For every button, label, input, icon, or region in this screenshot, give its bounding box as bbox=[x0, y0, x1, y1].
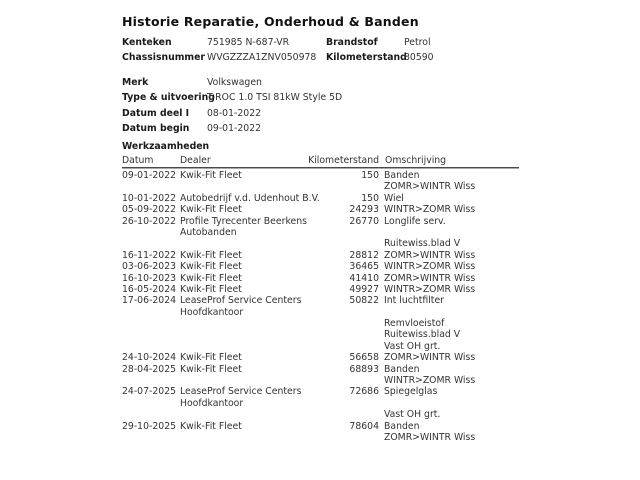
cell-omschrijving: Int luchtfilter bbox=[384, 295, 444, 307]
cell-kilometerstand: 150 bbox=[361, 192, 379, 204]
cell-dealer: Kwik-Fit Fleet bbox=[180, 363, 242, 375]
cell-kilometerstand: 56658 bbox=[349, 352, 379, 364]
cell-kilometerstand: 49927 bbox=[349, 283, 379, 295]
info-value: Petrol bbox=[404, 37, 431, 48]
table-row bbox=[122, 238, 519, 249]
info-label: Datum deel I bbox=[122, 108, 190, 119]
cell-dealer: Autobedrijf v.d. Udenhout B.V. bbox=[180, 192, 320, 204]
cell-omschrijving: ZOMR>WINTR Wiss bbox=[384, 181, 476, 193]
cell-omschrijving bbox=[379, 307, 519, 318]
cell-datum bbox=[122, 318, 180, 329]
table-row bbox=[122, 318, 519, 329]
info-label: Datum begin bbox=[122, 122, 190, 134]
info-label: Chassisnummer bbox=[122, 51, 206, 63]
cell-dealer: Kwik-Fit Fleet bbox=[180, 352, 242, 364]
table-row bbox=[122, 261, 519, 272]
cell-datum bbox=[122, 238, 180, 249]
cell-kilometerstand: 150 bbox=[361, 170, 379, 181]
cell-kilometerstand bbox=[307, 307, 379, 318]
cell-omschrijving bbox=[379, 227, 519, 238]
cell-omschrijving: WINTR>ZOMR Wiss bbox=[384, 283, 476, 295]
cell-omschrijving: WINTR>ZOMR Wiss bbox=[384, 375, 476, 387]
cell-dealer: Hoofdkantoor bbox=[180, 306, 244, 318]
table-row bbox=[122, 375, 519, 386]
table-row bbox=[122, 386, 519, 397]
date-info-section bbox=[122, 107, 261, 136]
cell-datum: 10-01-2022 bbox=[122, 192, 177, 204]
cell-omschrijving: ZOMR>WINTR Wiss bbox=[384, 431, 476, 443]
cell-kilometerstand: 36465 bbox=[349, 261, 379, 273]
cell-dealer: LeaseProf Service Centers bbox=[180, 386, 302, 398]
cell-dealer bbox=[180, 375, 307, 386]
info-value: T-ROC 1.0 TSI 81kW Style 5D bbox=[207, 91, 343, 103]
column-header-dealer: Dealer bbox=[180, 155, 211, 166]
table-row bbox=[122, 273, 519, 284]
werkzaamheden-table bbox=[122, 155, 519, 443]
table-row bbox=[122, 181, 519, 192]
cell-datum: 29-10-2025 bbox=[122, 420, 177, 432]
cell-dealer: LeaseProf Service Centers bbox=[180, 295, 302, 307]
info-label: Type & uitvoering bbox=[122, 91, 215, 103]
info-value: 80590 bbox=[404, 51, 434, 63]
table-row bbox=[122, 421, 519, 432]
cell-kilometerstand: 24293 bbox=[349, 204, 379, 216]
table-row bbox=[122, 364, 519, 375]
cell-kilometerstand: 41410 bbox=[349, 272, 379, 284]
cell-datum bbox=[122, 307, 180, 318]
cell-omschrijving: Remvloeistof bbox=[384, 318, 445, 330]
cell-omschrijving: ZOMR>WINTR Wiss bbox=[384, 272, 476, 284]
table-row bbox=[122, 250, 519, 261]
table-row bbox=[122, 398, 519, 409]
cell-kilometerstand bbox=[307, 318, 379, 329]
cell-datum: 28-04-2025 bbox=[122, 363, 177, 375]
cell-dealer: Autobanden bbox=[180, 226, 237, 238]
info-label: Kilometerstand bbox=[326, 51, 407, 63]
cell-kilometerstand bbox=[307, 238, 379, 249]
cell-omschrijving: Ruitewiss.blad V bbox=[384, 238, 461, 250]
cell-kilometerstand: 72686 bbox=[349, 386, 379, 398]
cell-kilometerstand bbox=[307, 409, 379, 420]
table-row bbox=[122, 432, 519, 443]
cell-dealer: Kwik-Fit Fleet bbox=[180, 170, 242, 181]
table-row bbox=[122, 193, 519, 204]
cell-datum bbox=[122, 398, 180, 409]
cell-omschrijving: ZOMR>WINTR Wiss bbox=[384, 249, 476, 261]
cell-datum: 26-10-2022 bbox=[122, 215, 177, 227]
cell-kilometerstand bbox=[307, 227, 379, 238]
cell-omschrijving: Spiegelglas bbox=[384, 386, 438, 398]
cell-kilometerstand: 28812 bbox=[349, 249, 379, 261]
table-row bbox=[122, 329, 519, 340]
cell-kilometerstand bbox=[307, 398, 379, 409]
cell-kilometerstand: 78604 bbox=[349, 420, 379, 432]
cell-omschrijving: ZOMR>WINTR Wiss bbox=[384, 352, 476, 364]
table-row bbox=[122, 227, 519, 238]
cell-dealer bbox=[180, 432, 307, 443]
cell-datum: 03-06-2023 bbox=[122, 261, 177, 273]
column-header-kilometerstand: Kilometerstand bbox=[308, 155, 379, 166]
table-row bbox=[122, 170, 519, 181]
cell-dealer bbox=[180, 181, 307, 192]
cell-omschrijving: Wiel bbox=[384, 192, 404, 204]
table-row bbox=[122, 352, 519, 363]
cell-datum bbox=[122, 432, 180, 443]
cell-kilometerstand: 50822 bbox=[349, 295, 379, 307]
table-row bbox=[122, 204, 519, 215]
cell-omschrijving: WINTR>ZOMR Wiss bbox=[384, 261, 476, 273]
cell-omschrijving: Ruitewiss.blad V bbox=[384, 329, 461, 341]
cell-omschrijving: WINTR>ZOMR Wiss bbox=[384, 204, 476, 216]
cell-kilometerstand bbox=[307, 375, 379, 386]
cell-dealer: Kwik-Fit Fleet bbox=[180, 249, 242, 261]
page-title: Historie Reparatie, Onderhoud & Banden bbox=[122, 14, 419, 29]
cell-dealer: Kwik-Fit Fleet bbox=[180, 420, 242, 432]
cell-omschrijving: Banden bbox=[384, 420, 420, 432]
info-value: WVGZZZA1ZNV050978 bbox=[207, 51, 317, 63]
cell-datum: 24-07-2025 bbox=[122, 386, 177, 398]
info-value: 751985 N-687-VR bbox=[207, 37, 290, 48]
column-header-omschrijving: Omschrijving bbox=[385, 155, 447, 166]
cell-dealer: Kwik-Fit Fleet bbox=[180, 261, 242, 273]
cell-dealer bbox=[180, 318, 307, 329]
cell-dealer bbox=[180, 409, 307, 420]
cell-dealer bbox=[180, 238, 307, 249]
cell-dealer: Hoofdkantoor bbox=[180, 397, 244, 409]
cell-datum: 16-10-2023 bbox=[122, 272, 177, 284]
cell-datum bbox=[122, 409, 180, 420]
table-row bbox=[122, 341, 519, 352]
cell-omschrijving: Banden bbox=[384, 170, 420, 181]
table-row bbox=[122, 307, 519, 318]
info-value: 09-01-2022 bbox=[207, 122, 262, 134]
info-label: Kenteken bbox=[122, 37, 172, 48]
cell-datum bbox=[122, 181, 180, 192]
info-value: Volkswagen bbox=[207, 77, 262, 88]
car-info-section bbox=[122, 76, 342, 105]
info-label: Brandstof bbox=[326, 37, 378, 48]
table-row bbox=[122, 284, 519, 295]
table-header-row bbox=[122, 155, 519, 168]
cell-kilometerstand bbox=[307, 329, 379, 340]
column-header-datum: Datum bbox=[122, 155, 154, 166]
cell-kilometerstand: 68893 bbox=[349, 363, 379, 375]
cell-omschrijving bbox=[379, 398, 519, 409]
table-body bbox=[122, 170, 519, 443]
cell-omschrijving: Longlife serv. bbox=[384, 215, 446, 227]
cell-datum: 16-11-2022 bbox=[122, 249, 177, 261]
cell-kilometerstand: 26770 bbox=[349, 215, 379, 227]
cell-datum bbox=[122, 341, 180, 352]
cell-datum: 05-09-2022 bbox=[122, 204, 177, 216]
cell-datum bbox=[122, 227, 180, 238]
cell-omschrijving: Banden bbox=[384, 363, 420, 375]
cell-kilometerstand bbox=[307, 341, 379, 352]
cell-dealer bbox=[180, 329, 307, 340]
cell-dealer: Kwik-Fit Fleet bbox=[180, 283, 242, 295]
cell-datum: 16-05-2024 bbox=[122, 283, 177, 295]
cell-dealer: Profile Tyrecenter Beerkens bbox=[180, 215, 307, 227]
cell-datum bbox=[122, 329, 180, 340]
cell-omschrijving: Vast OH grt. bbox=[384, 340, 441, 352]
cell-omschrijving: Vast OH grt. bbox=[384, 409, 441, 421]
werkzaamheden-heading: Werkzaamheden bbox=[122, 141, 210, 152]
vehicle-info-section bbox=[122, 36, 434, 65]
cell-datum bbox=[122, 375, 180, 386]
table-row bbox=[122, 409, 519, 420]
cell-datum: 17-06-2024 bbox=[122, 295, 177, 307]
cell-dealer bbox=[180, 341, 307, 352]
table-row bbox=[122, 295, 519, 306]
info-value: 08-01-2022 bbox=[207, 108, 262, 119]
table-row bbox=[122, 216, 519, 227]
info-label: Merk bbox=[122, 77, 149, 88]
cell-dealer: Kwik-Fit Fleet bbox=[180, 272, 242, 284]
cell-datum: 24-10-2024 bbox=[122, 352, 177, 364]
cell-kilometerstand bbox=[307, 432, 379, 443]
cell-dealer: Kwik-Fit Fleet bbox=[180, 204, 242, 216]
cell-kilometerstand bbox=[307, 181, 379, 192]
cell-datum: 09-01-2022 bbox=[122, 170, 177, 181]
